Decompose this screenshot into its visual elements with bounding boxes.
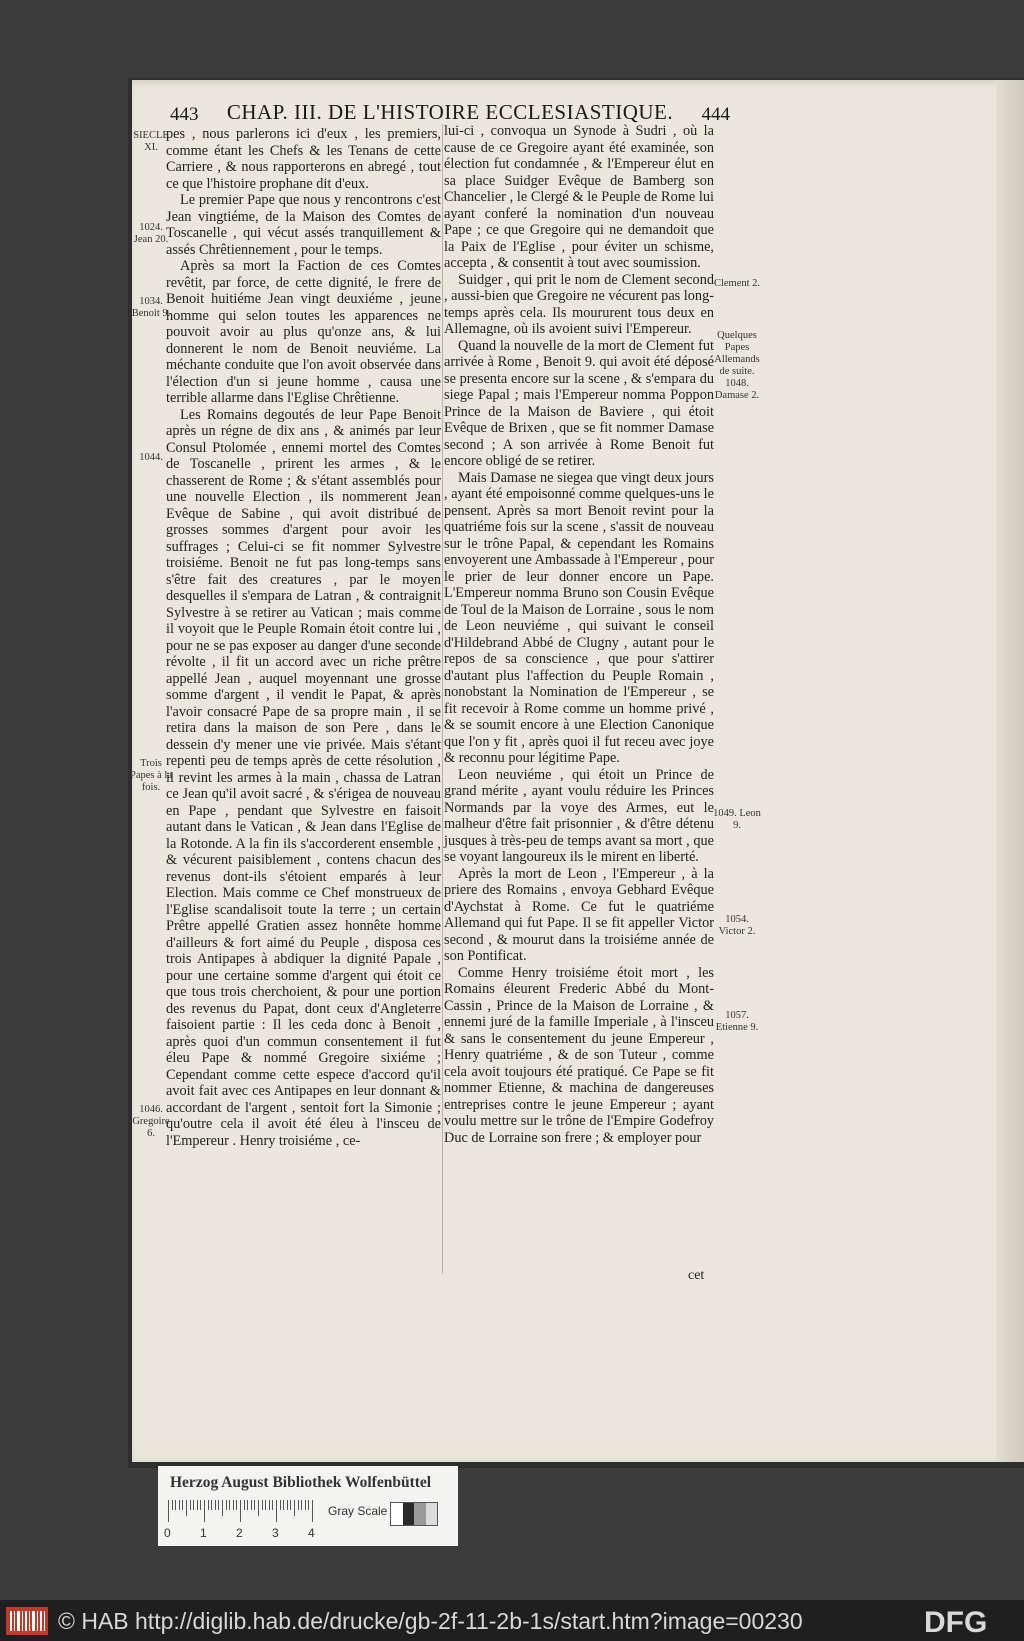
margin-note-jean-20: 1024. Jean 20. bbox=[133, 222, 169, 245]
margin-note-damase-2: 1048. Damase 2. bbox=[714, 378, 760, 401]
ruler-tick bbox=[308, 1500, 309, 1510]
ruler-tick bbox=[218, 1500, 219, 1510]
paragraph: Comme Henry troisiéme étoit mort , les Romains éleurent Frederic Abbé du Mont-Cassin , Prince de la Maison de Lorraine , & ennemi juré de la famille Imperiale , à l'insceu & sans le consentement du jeune Empereur , Henry quatriéme , & de son Tuteur , comme cela avoit toujours été pratiqué. Ce Pape se fit nommer Etienne, & machina de dangereuses entreprises contre le jeune Empereur ; ayant voulu mettre sur le trône de l'Empire Godefroy Duc de Lorraine son frere ; & employer pour bbox=[444, 964, 714, 1146]
ruler-tick bbox=[204, 1500, 205, 1522]
ruler-tick bbox=[276, 1500, 277, 1522]
margin-note-leon-9: 1049. Leon 9. bbox=[713, 808, 761, 831]
ruler-tick bbox=[265, 1500, 266, 1510]
margin-note-trois-papes: Trois Papes à la fois. bbox=[130, 758, 172, 793]
ruler-tick bbox=[305, 1500, 306, 1510]
margin-note-etienne-9: 1057. Etienne 9. bbox=[715, 1010, 759, 1033]
ruler-tick bbox=[193, 1500, 194, 1510]
ruler-tick bbox=[272, 1500, 273, 1510]
ruler-tick bbox=[269, 1500, 270, 1510]
paragraph: Les Romains degoutés de leur Pape Benoit après un régne de dix ans , & animés par leur Consul Ptolomée , ennemi mortel des Comtes de Toscanelle , prirent les armes , & le chasserent de Rome ; & s'étant assemblés pour une nouvelle Election , ils nommerent Jean Evêque de Sabine , qui avoit distribué de grosses sommes d'argent pour avoir les suffrages ; Celui-ci se fit nommer Sylvestre troisiéme. Benoit ne fut pas long-temps sans s'être fait des creatures , par le moyen desquelles il s'empara de Latran , & contraignit Sylvestre à se retirer au Vatican ; mais comme il voyoit que le Peuple Romain étoit contre lui , pour ne se pas exposer au danger d'une seconde révolte , il fit un accord avec un riche prêtre appellé Jean , auquel moyennant une grosse somme d'argent , il vendit le Papat, & après l'avoir consacré Pape de sa propre main , il se retira dans la maison de son Pere , dans le dessein d'y mener une vie privée. Mais s'étant repenti peu de temps après de cette résolution , il revint les armes à la main , chassa de Latran ce Jean qu'il avoit sacré , & s'érigea de nouveau en Pape , pendant que Sylvestre en faisoit autant dans le Vatican , & Jean dans l'Eglise de la Rotonde. A la fin ils s'accorderent ensemble , & vécurent paisiblement , contens chacun des revenus dont-ils s'étoient emparés à leur Election. Mais comme ce Chef monstrueux de l'Eglise scandalisoit toute la terre ; un certain Prêtre appellé Gratien assez honnête homme d'ailleurs & fort aimé du Peuple , disposa ces trois Antipapes à abdiquer la dignité Papale , pour une certaine somme d'argent qui étoit ce que tous trois cherchoient, & pour une portion des revenus du Papat, dont ceux d'Angleterre faisoient partie : Il les ceda donc à Benoit , après quoi d'un commun consentement il fut éleu Pape & nommé Gregoire sixiéme ; Cependant comme cette espece d'accord qu'il avoit fait avec ces Antipapes en leur donnant & accordant de l'argent , sentoit fort la Simonie ; qu'outre cela il avoit été éleu à l'insceu de l'Empereur . Henry troisiéme , ce- bbox=[166, 406, 441, 1149]
page-number-right: 444 bbox=[701, 104, 730, 125]
column-rule bbox=[442, 124, 443, 1274]
ruler-tick bbox=[312, 1500, 313, 1522]
ruler-tick bbox=[233, 1500, 234, 1510]
library-color-strip bbox=[158, 1466, 458, 1546]
chapter-title: CHAP. III. DE L'HISTOIRE ECCLESIASTIQUE. bbox=[226, 100, 674, 124]
ruler-tick bbox=[254, 1500, 255, 1510]
paragraph: Après sa mort la Faction de ces Comtes revêtit, par force, de cette dignité, le frere de Benoit huitiéme Jean vingt deuxiéme , jeune homme qui selon toutes les apparences ne pouvoit avoir au plus qu'onze ans, & lui donnerent le nom de Benoit neuviéme. La méchante conduite que l'on avoit observée dans l'élection d'un si jeune homme , causa une terrible allarme dans l'Eglise Chrêtienne. bbox=[166, 258, 441, 406]
ruler-tick bbox=[280, 1500, 281, 1510]
margin-note-gregoire-6: 1046. Gregoire 6. bbox=[132, 1104, 170, 1139]
ruler-tick bbox=[186, 1500, 187, 1516]
ruler-tick bbox=[262, 1500, 263, 1510]
ruler-tick bbox=[294, 1500, 295, 1516]
ruler-tick bbox=[222, 1500, 223, 1516]
dfg-logo bbox=[924, 1606, 1014, 1636]
ruler-tick bbox=[298, 1500, 299, 1510]
source-link[interactable]: © HAB http://diglib.hab.de/drucke/gb-2f-11-2b-1s/start.htm?image=00230 bbox=[58, 1608, 803, 1634]
ruler-tick bbox=[251, 1500, 252, 1510]
gray-scale-bar bbox=[390, 1502, 438, 1526]
ruler-tick bbox=[211, 1500, 212, 1510]
ruler-tick bbox=[283, 1500, 284, 1510]
paragraph: pes , nous parlerons ici d'eux , les premiers, comme étant les Chefs & les Tenans de cette Carriere , & nous rapporterons en abregé , tout ce que l'histoire prophane dit d'eux. bbox=[166, 126, 441, 192]
scale-ruler bbox=[168, 1500, 318, 1522]
dfg-logo-text: DFG bbox=[924, 1606, 988, 1636]
library-name: Herzog August Bibliothek Wolfenbüttel bbox=[170, 1474, 432, 1491]
paragraph: Après la mort de Leon , l'Empereur , à la priere des Romains , envoya Gebhard Evêque d'Aychstat à Rome. Ce fut le quatriéme Allemand qui fut Pape. Il se fit appeller Victor second , & mourut dans la troisiéme année de son Pontificat. bbox=[444, 865, 714, 964]
paragraph: Mais Damase ne siegea que vingt deux jours , ayant été empoisonné comme quelques-uns le pensent. Après sa mort Benoit revint pour la quatriéme fois sur la scene , s'assit de nouveau sur le trône Papal, & cependant les Romains envoyerent une Ambassade à l'Empereur , pour le prier de leur donner encore un Pape. L'Empereur nomma Bruno son Cousin Evêque de Toul de la Maison de Lorraine , sous le nom de Leon neuviéme , qui suivant le conseil d'Hildebrand Abbé de Clugny , autant pour le repos de sa conscience , que pour s'attirer d'autant plus l'affection du Peuple Romain , nonobstant la Nomination de l'Empereur , se fit recevoir à Rome comme un homme privé , & se soumit encore à une Election Canonique que l'on y fit , après quoi il fut receu avec joye & reconnu pour légitime Pape. bbox=[444, 469, 714, 766]
ruler-tick bbox=[229, 1500, 230, 1510]
ruler-tick bbox=[197, 1500, 198, 1510]
barcode-logo-icon bbox=[6, 1607, 48, 1635]
ruler-tick bbox=[226, 1500, 227, 1510]
ruler-number: 0 bbox=[164, 1526, 171, 1540]
ruler-tick bbox=[190, 1500, 191, 1510]
ruler-tick bbox=[290, 1500, 291, 1510]
margin-note-quelques-papes: Quelques Papes Allemands de suite. bbox=[714, 330, 760, 377]
ruler-tick bbox=[301, 1500, 302, 1510]
ruler-tick bbox=[182, 1500, 183, 1510]
ruler-tick bbox=[168, 1500, 169, 1522]
paragraph: Le premier Pape que nous y rencontrons c'est Jean vingtiéme, de la Maison des Comtes de Toscanelle , qui vécut assés tranquillement & assés Chrêtiennement , pour le temps. bbox=[166, 192, 441, 258]
catchword: cet bbox=[688, 1268, 705, 1283]
margin-note-clement-2: Clement 2. bbox=[713, 278, 761, 289]
paragraph: lui-ci , convoqua un Synode à Sudri , où la cause de ce Gregoire ayant été examinée, son élection fut condamnée , & l'Empereur élut en sa place Suidger Evêque de Bamberg son Chancelier , le Clergé & le Peuple de Rome lui ayant conferé la nomination d'un nouveau Pape ; ce que Gregoire qui ne demandoit que la Paix de l'Eglise , pour éviter un schisme, accepta , & consentit à tout avec soumission. bbox=[444, 123, 714, 271]
paragraph: Leon neuviéme , qui étoit un Prince de grand mérite , ayant voulu réduire les Princes Normands par la voye des Armes, eut le malheur d'être fait prisonnier , & d'être détenu jusques à très-peu de temps avant sa mort , que se voyant langoureux ils le mirent en liberté. bbox=[444, 766, 714, 865]
ruler-number: 4 bbox=[308, 1526, 315, 1540]
page-edge bbox=[996, 80, 1024, 1462]
ruler-tick bbox=[244, 1500, 245, 1510]
ruler-tick bbox=[175, 1500, 176, 1510]
ruler-tick bbox=[247, 1500, 248, 1510]
ruler-number: 1 bbox=[200, 1526, 207, 1540]
ruler-tick bbox=[258, 1500, 259, 1516]
ruler-tick bbox=[172, 1500, 173, 1510]
gray-scale-label: Gray Scale bbox=[328, 1504, 388, 1518]
ruler-tick bbox=[240, 1500, 241, 1522]
ruler-tick bbox=[200, 1500, 201, 1510]
page-number-left: 443 bbox=[170, 104, 199, 125]
ruler-tick bbox=[287, 1500, 288, 1510]
footer-bar bbox=[0, 1600, 1024, 1641]
text-column-left bbox=[166, 126, 441, 1149]
ruler-tick bbox=[179, 1500, 180, 1510]
ruler-tick bbox=[215, 1500, 216, 1510]
margin-note-siecle: SIECLE XI. bbox=[133, 130, 169, 153]
ruler-tick bbox=[208, 1500, 209, 1510]
ruler-number: 3 bbox=[272, 1526, 279, 1540]
ruler-number: 2 bbox=[236, 1526, 243, 1540]
paragraph: Suidger , qui prit le nom de Clement second , aussi-bien que Gregoire ne vécurent pas long-temps après cela. Ils moururent tous deux en Allemagne, où ils avoient suivi l'Empereur. bbox=[444, 271, 714, 337]
ruler-tick bbox=[236, 1500, 237, 1510]
margin-note-victor-2: 1054. Victor 2. bbox=[718, 914, 756, 937]
margin-note-1044: 1044. bbox=[139, 452, 163, 463]
text-column-right bbox=[444, 123, 714, 1146]
paragraph: Quand la nouvelle de la mort de Clement fut arrivée à Rome , Benoit 9. qui avoit été déposé se presenta encore sur la scene , & s'empara du siege Papal ; mais l'Empereur nomma Poppon Prince de la Maison de Baviere , qui étoit Evêque de Brixen , que se fit nommer Damase second ; A son arrivée à Rome Benoit fut encore obligé de se retirer. bbox=[444, 337, 714, 469]
margin-note-benoit-9: 1034. Benoit 9. bbox=[131, 296, 171, 319]
